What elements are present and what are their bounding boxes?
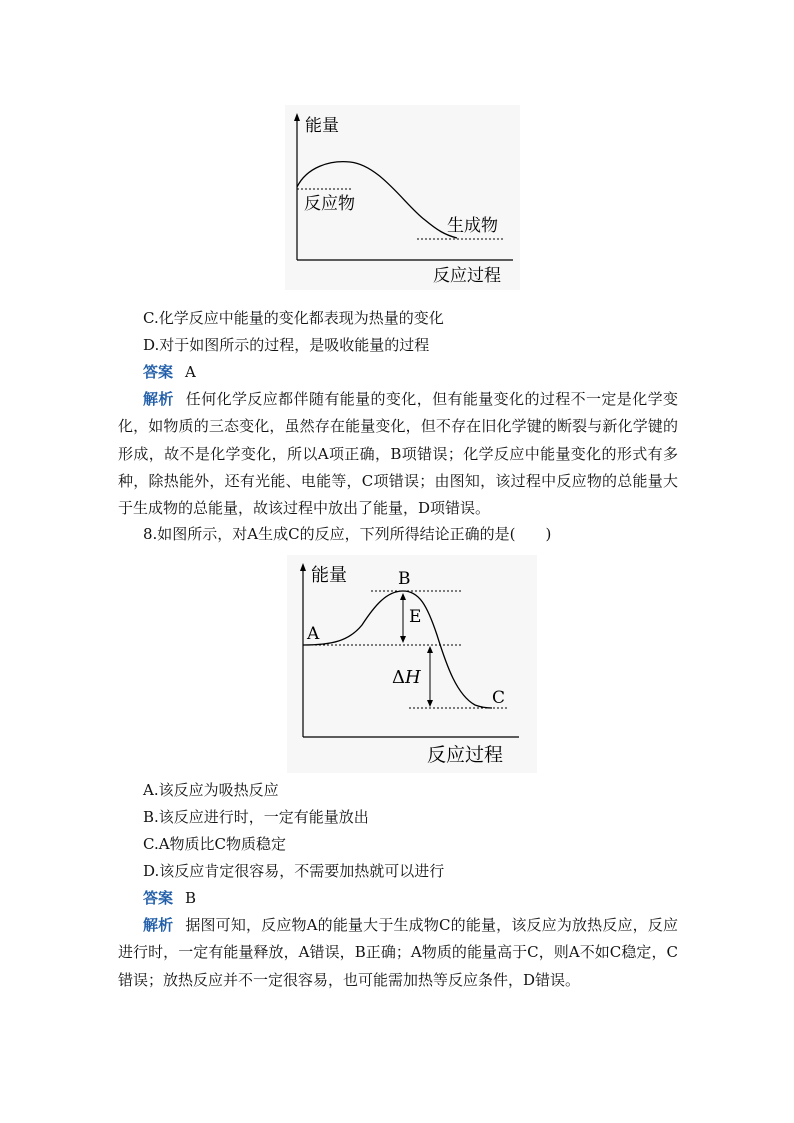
q7-answer bbox=[143, 362, 196, 382]
analysis-text: 任何化学反应都伴随有能量的变化，但有能量变化的过程不一定是化学变化，如物质的三态变化，虽然存在能量变化，但不存在旧化学键的断裂与新化学键的形成，故不是化学变化，所以A项正确，B项错误；化学反应中能量变化的形式有多种，除热能外，还有光能、电能等，C项错误；由图知，该过程中反应物的总能量大于生成物的总能量，故该过程中放出了能量，D项错误。 bbox=[118, 390, 678, 518]
answer-label: 答案 bbox=[143, 889, 174, 907]
point-c-label: C bbox=[492, 688, 506, 708]
y-axis-label: 能量 bbox=[305, 116, 339, 136]
point-a-label: A bbox=[307, 624, 320, 644]
delta-h-label bbox=[392, 667, 421, 688]
q8-answer bbox=[143, 888, 196, 908]
q7-option-c: C.化学反应中能量的变化都表现为热量的变化 bbox=[143, 309, 444, 327]
delta-symbol: Δ bbox=[392, 667, 405, 688]
energy-diagram-2 bbox=[287, 555, 537, 773]
analysis-label: 解析 bbox=[143, 390, 174, 408]
reactant-label: 反应物 bbox=[304, 194, 355, 214]
x-axis-label: 反应过程 bbox=[433, 266, 501, 286]
answer-value: B bbox=[185, 889, 197, 907]
q8-analysis bbox=[118, 912, 678, 994]
q8-stem: 8.如图所示，对A生成C的反应，下列所得结论正确的是( ) bbox=[143, 525, 552, 543]
y-axis-label: 能量 bbox=[311, 565, 347, 586]
q8-option-d: D.该反应肯定很容易，不需要加热就可以进行 bbox=[143, 862, 445, 880]
x-axis-label: 反应过程 bbox=[427, 744, 504, 766]
product-label: 生成物 bbox=[447, 216, 498, 236]
point-b-label: B bbox=[398, 569, 411, 589]
analysis-text: 据图可知，反应物A的能量大于生成物C的能量，该反应为放热反应，反应进行时，一定有能量释放，A错误，B正确；A物质的能量高于C，则A不如C稳定，C错误；放热反应并不一定很容易，也可能需加热等反应条件，D错误。 bbox=[118, 916, 678, 989]
answer-value: A bbox=[185, 363, 196, 381]
h-symbol: H bbox=[405, 667, 421, 688]
q8-option-a: A.该反应为吸热反应 bbox=[143, 781, 279, 799]
e-label: E bbox=[409, 607, 422, 627]
answer-label: 答案 bbox=[143, 363, 174, 381]
q8-option-b: B.该反应进行时，一定有能量放出 bbox=[143, 808, 369, 826]
energy-diagram-1 bbox=[285, 105, 520, 290]
q7-analysis bbox=[118, 386, 678, 522]
q7-option-d: D.对于如图所示的过程，是吸收能量的过程 bbox=[143, 336, 430, 354]
q8-option-c: C.A物质比C物质稳定 bbox=[143, 835, 287, 853]
analysis-label: 解析 bbox=[143, 916, 174, 934]
